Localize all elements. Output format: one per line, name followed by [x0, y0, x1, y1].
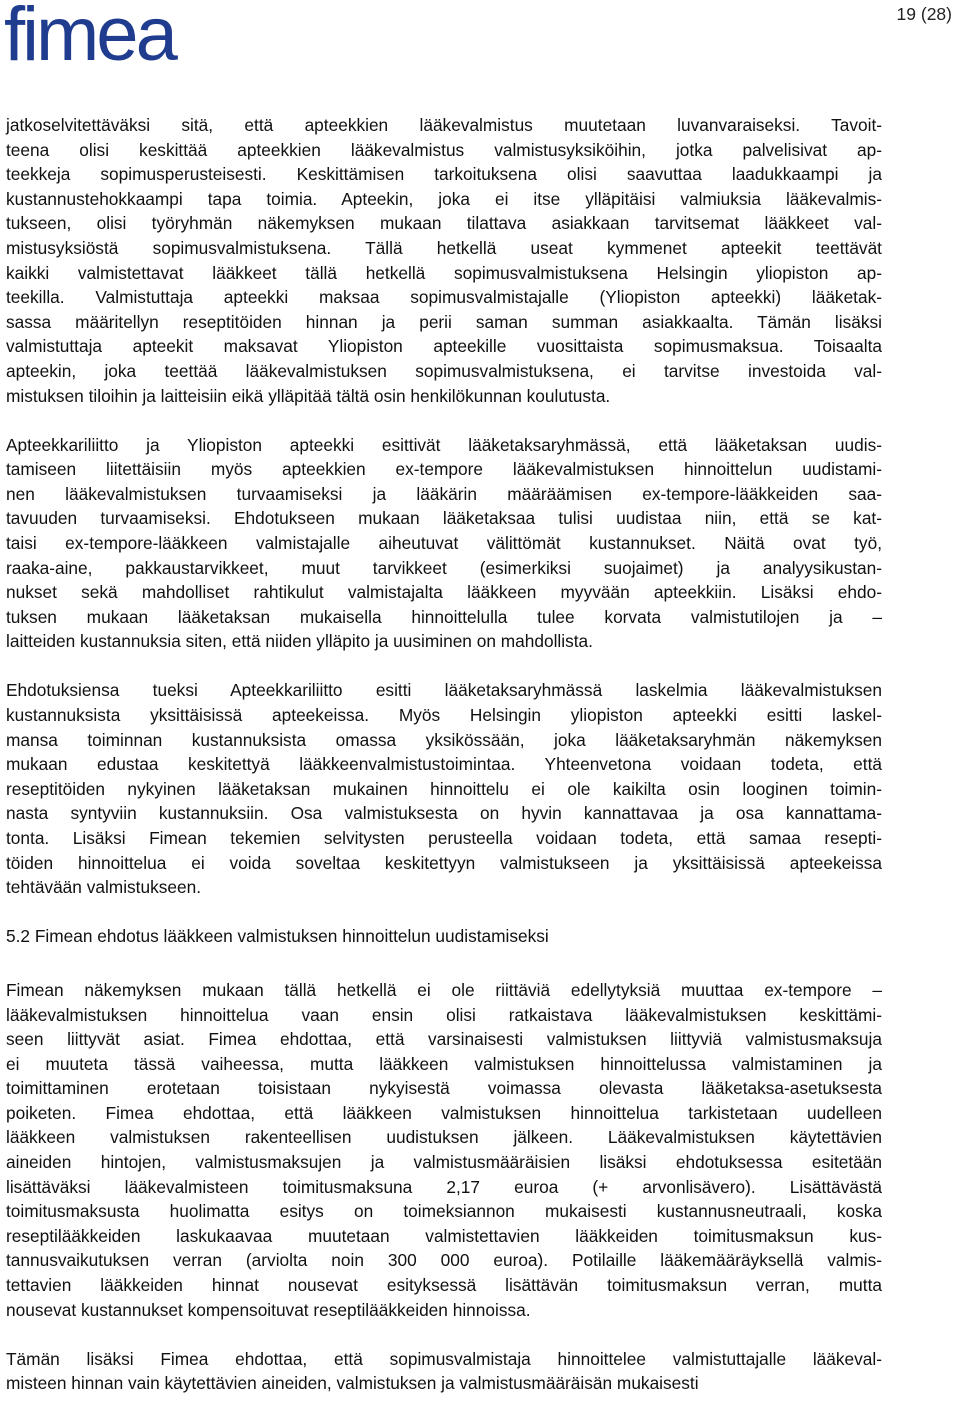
paragraph [6, 978, 882, 1322]
text-line: reseptitöiden nykyinen lääketaksan mukainen hinnoittelu ei ole kaikilta osin looginen toimin- [6, 778, 882, 799]
text-line: tehtävään valmistukseen. [6, 877, 202, 898]
text-line: tonta. Lisäksi Fimean tekemien selvitysten perusteella voidaan todeta, että samaa resepti- [6, 828, 882, 849]
text-line: poiketen. Fimea ehdottaa, että lääkkeen valmistuksen hinnoittelua tarkistetaan uudelleen [6, 1102, 882, 1123]
text-line: töiden hinnoittelua ei voida soveltaa keskitettyyn valmistukseen ja yksittäisissä apteekeissa [6, 852, 882, 873]
text-line: ei muuteta tässä vaiheessa, mutta lääkkeen valmistuksen hinnoittelussa valmistaminen ja [6, 1053, 882, 1074]
text-line: tettavien lääkkeiden hinnat nousevat esityksessä lisättävän toimitusmaksun verran, mutta [6, 1275, 882, 1296]
text-line: tukseen, olisi työryhmän näkemyksen mukaan tilattava asiakkaan tarvitsemat lääkkeet val- [6, 213, 882, 234]
text-line: mukaan edustaa keskitettyä lääkkeenvalmistustoimintaa. Yhteenvetona voidaan todeta, että [6, 754, 882, 775]
text-line: aineiden hintojen, valmistusmaksujen ja valmistusmääräisien lisäksi ehdotuksessa esitetään [6, 1152, 882, 1173]
section-heading: 5.2 Fimean ehdotus lääkkeen valmistuksen hinnoittelun uudistamiseksi [6, 926, 549, 947]
text-line: sassa määritellyn reseptitöiden hinnan ja perii saman summan asiakkaalta. Tämän lisäksi [6, 311, 882, 332]
text-line: seen liittyvät asiat. Fimea ehdottaa, että varsinaisesti valmistuksen liittyviä valmistusmaksuja [6, 1029, 882, 1050]
text-line: tuksen mukaan lääketaksan mukaisella hinnoittelulla tulee korvata valmistutilojen ja – [6, 606, 882, 627]
text-line: taisi ex-tempore-lääkkeen valmistajalle aiheutuvat välittömät kustannukset. Näitä ovat työ, [6, 533, 882, 553]
logo-text: fimea [4, 0, 175, 74]
text-line: reseptilääkkeiden laskukaavaa muutetaan valmistettavien lääkkeiden toimitusmaksun kus- [6, 1225, 882, 1246]
text-line: kustannustehokkaampi tapa toimia. Apteekin, joka ei itse ylläpitäisi valmiuksia lääkevalmis- [6, 188, 882, 209]
text-line: teekilla. Valmistuttaja apteekki maksaa sopimusvalmistajalle (Yliopiston apteekki) lääketak- [6, 287, 882, 308]
text-line: lääkevalmistuksen hinnoittelua vaan ensin olisi ratkaistava lääkevalmistuksen keskittämi- [6, 1004, 882, 1025]
text-line: nen lääkevalmistuksen turvaamiseksi ja lääkärin määräämisen ex-tempore-lääkkeiden saa- [6, 483, 882, 504]
text-line: kaikki valmistettavat lääkkeet tällä hetkellä sopimusvalmistuksena Helsingin yliopiston ap- [6, 262, 882, 283]
text-line: tavuuden turvaamiseksi. Ehdotukseen mukaan lääketaksaa tulisi uudistaa niin, että se kat- [6, 508, 882, 529]
text-line: nasta syntyviin kustannuksiin. Osa valmistuksesta on hyvin kannattavaa ja osa kannattama- [6, 803, 882, 824]
paragraph [6, 433, 882, 654]
text-line: teena olisi keskittää apteekkien lääkevalmistus valmistusyksiköihin, jotka palvelisivat ap- [6, 139, 882, 160]
text-line: valmistuttaja apteekit maksavat Yliopiston apteekille vuosittaista sopimusmaksua. Toisaalta [6, 336, 882, 357]
text-line: kustannuksista yksittäisissä apteekeissa. Myös Helsingin yliopiston apteekki esitti laskel- [6, 705, 882, 726]
document-body [6, 113, 882, 1420]
paragraph [6, 113, 882, 408]
text-line: tannusvaikutuksen verran (arviolta noin 300 000 euroa). Potilaille lääkemääräyksellä valmis- [6, 1250, 882, 1271]
text-line: nousevat kustannukset kompensoituvat reseptilääkkeiden hinnoissa. [6, 1299, 531, 1320]
text-line: Apteekkariliitto ja Yliopiston apteekki esittivät lääketaksaryhmässä, että lääketaksan uudis- [6, 434, 882, 455]
text-line: toimitusmaksusta huolimatta esitys on toimeksiannon mukaisesti kustannusneutraali, koska [6, 1201, 882, 1222]
paragraphs-before-heading [6, 113, 882, 900]
text-line: Tämän lisäksi Fimea ehdottaa, että sopimusvalmistaja hinnoittelee valmistuttajalle lääkeval- [6, 1348, 882, 1369]
text-line: lääkkeen valmistuksen rakenteellisen uudistuksen jälkeen. Lääkevalmistuksen käytettävien [6, 1127, 882, 1148]
text-line: misteen hinnan vain käytettävien aineiden, valmistuksen ja valmistusmääräisän mukaisesti [6, 1373, 699, 1394]
text-line: mansa toiminnan kustannuksista omassa yksikössään, joka lääketaksaryhmän näkemyksen [6, 729, 882, 750]
text-line: jatkoselvitettäväksi sitä, että apteekkien lääkevalmistus muutetaan luvanvaraiseksi. Tavoit- [6, 115, 882, 135]
text-line: mistuksen tiloihin ja laitteisiin eikä ylläpitää tältä osin henkilökunnan koulutusta. [6, 385, 611, 406]
text-line: teekkeja sopimusperusteisesti. Keskittämisen tarkoituksena olisi saavuttaa laadukkaampi ja [6, 164, 882, 185]
text-line: lisättäväksi lääkevalmisteen toimitusmaksuna 2,17 euroa (+ arvonlisävero). Lisättävästä [6, 1176, 882, 1197]
text-line: apteekin, joka teettää lääkevalmistuksen sopimusvalmistuksena, ei tarvitse investoida val- [6, 360, 882, 381]
text-line: Fimean näkemyksen mukaan tällä hetkellä ei ole riittäviä edellytyksiä muuttaa ex-tempore – [6, 979, 882, 1000]
paragraphs-after-heading [6, 978, 882, 1396]
fimea-logo [4, 0, 218, 74]
text-line: laitteiden kustannuksia siten, että niiden ylläpito ja uusiminen on mahdollista. [6, 631, 593, 652]
text-line: Ehdotuksiensa tueksi Apteekkariliitto esitti lääketaksaryhmässä laskelmia lääkevalmistuksen [6, 680, 882, 701]
paragraph [6, 678, 882, 899]
text-line: tamiseen liitettäisiin myös apteekkien ex-tempore lääkevalmistuksen hinnoittelun uudistami- [6, 459, 882, 480]
text-line: mistusyksiöstä sopimusvalmistuksena. Tällä hetkellä useat kymmenet apteekit teettävät [6, 237, 882, 258]
page-number: 19 (28) [896, 4, 952, 24]
text-line: toimittaminen erotetaan toisistaan nykyisestä voimassa olevasta lääketaksa-asetuksesta [6, 1078, 882, 1099]
text-line: nukset sekä mahdolliset rahtikulut valmistajalta lääkkeen myyvään apteekkiin. Lisäksi ehdo- [6, 582, 882, 603]
text-line: raaka-aine, pakkaustarvikkeet, muut tarvikkeet (esimerkiksi suojaimet) ja analyysikustan- [6, 557, 882, 578]
paragraph [6, 1347, 882, 1396]
